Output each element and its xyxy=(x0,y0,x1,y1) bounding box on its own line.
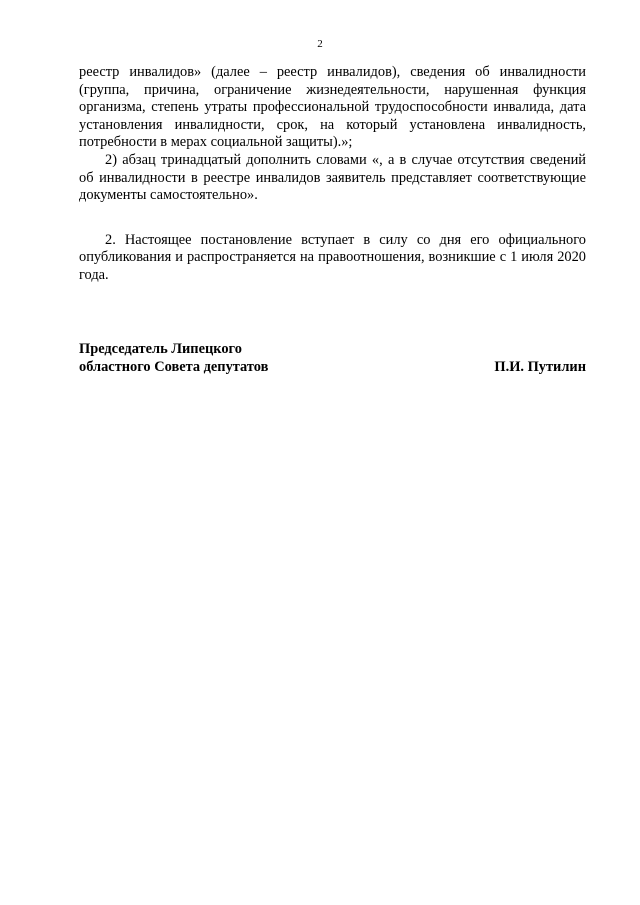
document-body xyxy=(79,64,586,285)
paragraph-spacer xyxy=(79,205,586,232)
signatory-row xyxy=(79,358,586,376)
page-number: 2 xyxy=(317,38,323,50)
signature-block xyxy=(79,340,586,376)
signatory-name: П.И. Путилин xyxy=(494,359,586,375)
signatory-title-line-2: областного Совета депутатов xyxy=(79,359,269,375)
paragraph-effective-date: 2. Настоящее постановление вступает в силу со дня его официального опубликования и распространяется на правоотношения, возникшие с 1 июля 2020 года. xyxy=(79,231,586,283)
paragraph-item-2-amendment: 2) абзац тринадцатый дополнить словами «, а в случае отсутствия сведений об инвалидности в реестре инвалидов заявитель представляет соответствующие документы самостоятельно». xyxy=(79,151,586,204)
paragraph-registry-continuation: реестр инвалидов» (далее – реестр инвалидов), сведения об инвалидности (группа, причина, ограничение жизнедеятельности, нарушенная функция организма, степень утраты профессиональной трудоспособности инвалида, дата установления инвалидности, срок, на который установлена инвалидность, потребности в мерах социальной защиты).»; xyxy=(79,64,586,151)
signatory-title-line-1: Председатель Липецкого xyxy=(79,341,242,357)
